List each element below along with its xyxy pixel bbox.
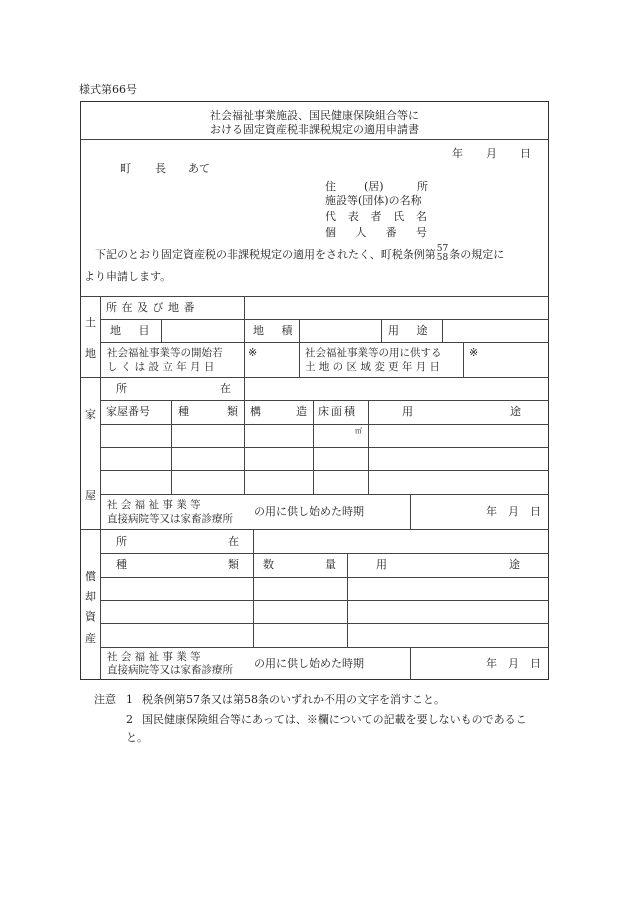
- addressee-chief: 長: [155, 162, 166, 175]
- note-2-text: 国民健康保険組合等にあっては、※欄についての記載を要しないものであるこ: [142, 713, 527, 726]
- building-kind-a: 種: [178, 405, 189, 418]
- addressee-town: 町: [120, 162, 131, 175]
- land-top-line: [80, 296, 549, 297]
- building-row-line-1: [100, 400, 549, 401]
- applicant-representative: 代 表 者 氏 名: [325, 210, 427, 223]
- land-change-date-1: 社会福祉事業等の用に供する: [305, 347, 442, 359]
- land-use-left-divider: [381, 319, 382, 342]
- depreciable-facility-1: 社 会 福 祉 事 業 等: [107, 651, 201, 663]
- building-row-line-5: [100, 494, 549, 495]
- land-change-date-2: 土 地 の 区 域 変 更 年 月 日: [305, 361, 441, 373]
- building-label-1: 家: [85, 408, 96, 421]
- building-label-2: 屋: [85, 489, 96, 502]
- applicant-personal-number: 個 人 番 号: [325, 226, 427, 239]
- land-area-left-divider: [244, 319, 245, 342]
- building-start-use: の用に供し始めた時期: [254, 505, 364, 518]
- date-year: 年: [452, 147, 463, 160]
- land-category-label: 地 目: [110, 324, 150, 337]
- building-top-line: [80, 377, 549, 378]
- land-row-line-1: [100, 319, 549, 320]
- notes-heading: 注意: [94, 693, 116, 706]
- depreciable-start-use: の用に供し始めた時期: [254, 657, 364, 670]
- depreciable-row-line-3: [100, 600, 549, 601]
- land-change-mark: ※: [469, 346, 479, 359]
- depreciable-use-b: 途: [509, 558, 520, 571]
- depreciable-kind-a: 種: [116, 558, 127, 571]
- land-use-label: 用 途: [388, 324, 428, 337]
- land-start-date-2: し く は 設 立 年 月 日: [107, 361, 215, 373]
- depreciable-label-4: 産: [85, 632, 96, 645]
- land-category-divider: [161, 319, 162, 342]
- depreciable-label-1: 償: [85, 570, 96, 583]
- building-house-no-label: 家屋番号: [106, 405, 150, 418]
- depreciable-quantity-a: 数: [263, 558, 274, 571]
- building-start-ymd: 年 月 日: [486, 505, 541, 518]
- land-location-label: 所 在 及 び 地 番: [106, 301, 195, 314]
- building-location-a: 所: [116, 382, 127, 395]
- depreciable-kind-b: 類: [228, 558, 239, 571]
- building-kind-b: 類: [227, 405, 238, 418]
- building-use-a: 用: [402, 405, 413, 418]
- note-1-text: 税条例第57条又は第58条のいずれか不用の文字を消すこと。: [142, 693, 445, 706]
- depreciable-location-divider: [253, 529, 254, 553]
- depreciable-location-b: 在: [228, 535, 239, 548]
- building-row-line-2: [100, 424, 549, 425]
- depreciable-label-3: 資: [85, 610, 96, 623]
- land-start-divider: [244, 342, 245, 377]
- title-divider: [80, 139, 549, 140]
- land-area-label: 地 積: [253, 324, 293, 337]
- date-month: 月: [486, 147, 497, 160]
- depreciable-quantity-b: 量: [325, 558, 336, 571]
- note-2-continuation: と。: [126, 731, 148, 744]
- note-2-number: 2: [126, 713, 133, 726]
- application-form-frame: [80, 101, 549, 680]
- building-floor-area-label: 床面積: [318, 405, 357, 418]
- depreciable-date-divider: [410, 647, 411, 680]
- building-date-divider: [410, 494, 411, 529]
- land-change-left-divider: [299, 342, 300, 377]
- depreciable-use-a: 用: [376, 558, 387, 571]
- statement-line1: 下記のとおり固定資産税の非課税規定の適用をされたく、町税条例第 57 58 条の規定に: [95, 244, 505, 263]
- building-use-b: 途: [510, 405, 521, 418]
- form-number: 様式第66号: [79, 83, 137, 96]
- depreciable-row-line-1: [100, 553, 549, 554]
- land-label-1: 土: [85, 316, 96, 329]
- land-start-date-1: 社会福祉事業等の開始若: [107, 347, 223, 359]
- land-row-line-2: [100, 342, 549, 343]
- building-row-line-3: [100, 447, 549, 448]
- land-location-divider: [244, 296, 245, 319]
- applicant-facility-name: 施設等(団体)の名称: [325, 194, 422, 207]
- form-title-line1: 社会福祉事業施設、国民健康保険組合等に: [210, 109, 419, 122]
- depreciable-row-line-5: [100, 647, 549, 648]
- land-change-divider: [463, 342, 464, 377]
- addressee-to: あて: [188, 162, 210, 175]
- building-location-divider: [244, 377, 245, 400]
- depreciable-facility-2: 直接病院等又は家畜診療所: [107, 664, 233, 676]
- note-1-number: 1: [126, 693, 133, 706]
- depreciable-row-line-2: [100, 577, 549, 578]
- land-use-divider: [442, 319, 443, 342]
- land-area-divider: [299, 319, 300, 342]
- building-facility-1: 社 会 福 祉 事 業 等: [107, 499, 201, 511]
- applicant-address-b: (居): [364, 180, 384, 193]
- form-title-line2: おける固定資産税非課税規定の適用申請書: [210, 123, 419, 136]
- applicant-address-a: 住: [325, 180, 336, 193]
- date-day: 日: [520, 147, 531, 160]
- square-meter-unit: ㎡: [355, 427, 362, 435]
- depreciable-label-2: 却: [85, 590, 96, 603]
- statement-line2: より申請します。: [84, 270, 172, 283]
- depreciable-top-line: [80, 529, 549, 530]
- depreciable-row-line-4: [100, 623, 549, 624]
- depreciable-location-a: 所: [116, 535, 127, 548]
- building-structure-a: 構: [250, 405, 261, 418]
- building-row-line-4: [100, 470, 549, 471]
- building-facility-2: 直接病院等又は家畜診療所: [107, 513, 233, 525]
- building-location-b: 在: [220, 382, 231, 395]
- building-structure-b: 造: [296, 405, 307, 418]
- ordinance-article-fraction: 57 58: [436, 244, 449, 263]
- land-label-2: 地: [85, 347, 96, 360]
- applicant-address-c: 所: [417, 180, 428, 193]
- land-start-mark: ※: [248, 346, 258, 359]
- depreciable-start-ymd: 年 月 日: [486, 657, 541, 670]
